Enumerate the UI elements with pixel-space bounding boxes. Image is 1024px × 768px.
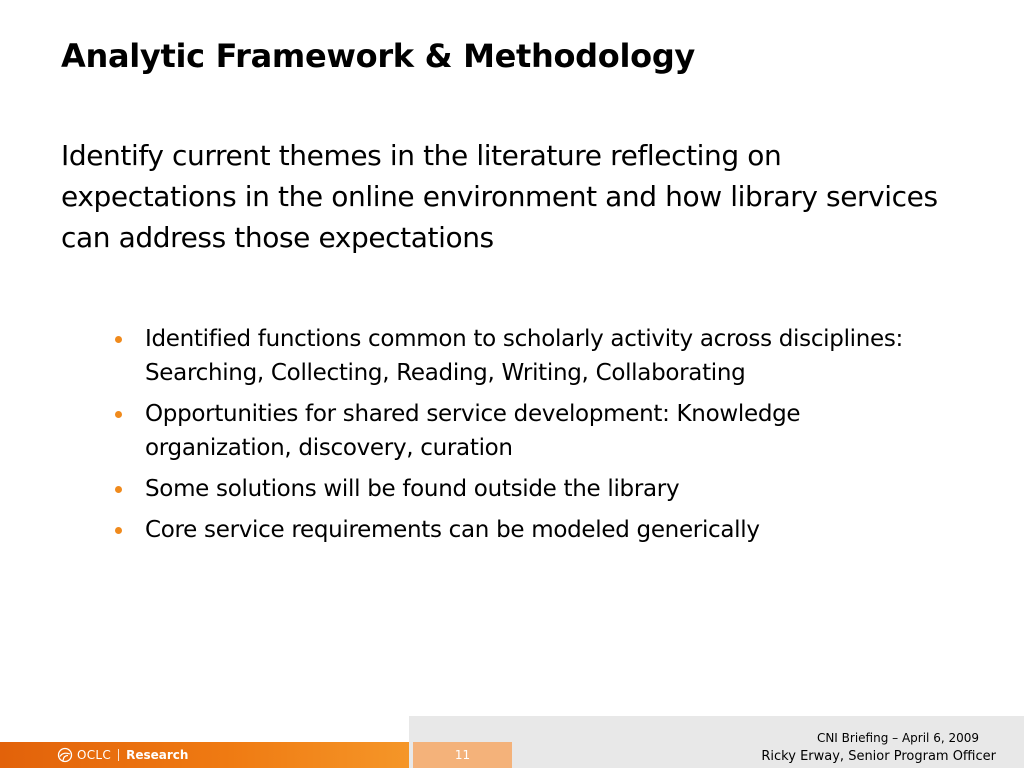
- bullet-item: [113, 322, 913, 390]
- oclc-research-logo: [57, 744, 188, 766]
- oclc-globe-icon: [57, 747, 73, 763]
- bullet-text: Opportunities for shared service development: Knowledge organization, discovery, curation: [145, 401, 801, 461]
- bullet-item: [113, 472, 913, 506]
- bullet-list: [113, 322, 913, 554]
- bullet-text: Identified functions common to scholarly activity across disciplines: Searching, Collecting, Reading, Writing, Collaborating: [145, 326, 904, 386]
- slide-intro: Identify current themes in the literature reflecting on expectations in the online environment and how library services can address those expectations: [61, 139, 938, 254]
- footer-event: CNI Briefing – April 6, 2009: [816, 731, 979, 745]
- footer-presenter: Ricky Erway, Senior Program Officer: [761, 749, 996, 764]
- bullet-dot-icon: [115, 486, 122, 493]
- page-number: 11: [413, 742, 512, 768]
- bullet-dot-icon: [115, 527, 122, 534]
- bullet-item: [113, 513, 913, 547]
- logo-separator: [118, 749, 119, 761]
- bullet-dot-icon: [115, 411, 122, 418]
- bullet-item: [113, 397, 913, 465]
- slide-title: Analytic Framework & Methodology: [61, 37, 695, 75]
- bullet-text: Some solutions will be found outside the library: [145, 476, 680, 502]
- bullet-text: Core service requirements can be modeled generically: [145, 517, 760, 543]
- logo-research-text: Research: [126, 748, 189, 762]
- bullet-dot-icon: [115, 336, 122, 343]
- logo-oclc-text: OCLC: [77, 748, 112, 762]
